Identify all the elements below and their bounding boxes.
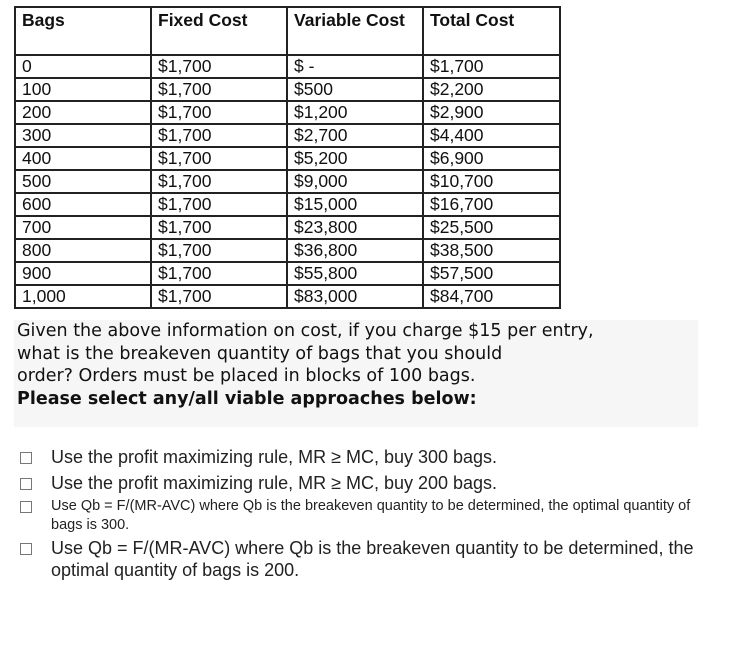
- cell-total-cost: $2,200: [423, 78, 560, 101]
- cell-variable-cost: $83,000: [287, 285, 423, 308]
- cell-fixed-cost: $1,700: [151, 55, 287, 78]
- option-label: Use Qb = F/(MR-AVC) where Qb is the breakeven quantity to be determined, the optimal quantity of bags is 200.: [51, 538, 694, 580]
- cell-fixed-cost: $1,700: [151, 193, 287, 216]
- table-row: [15, 147, 560, 170]
- table-row: [15, 216, 560, 239]
- checkbox[interactable]: [20, 543, 32, 555]
- cell-bags: 0: [15, 55, 151, 78]
- cell-total-cost: $16,700: [423, 193, 560, 216]
- header-total-cost: Total Cost: [423, 7, 560, 55]
- cell-bags: 1,000: [15, 285, 151, 308]
- table-row: [15, 101, 560, 124]
- cell-variable-cost: $2,700: [287, 124, 423, 147]
- option-3[interactable]: [18, 497, 718, 535]
- cell-fixed-cost: $1,700: [151, 239, 287, 262]
- cell-total-cost: $38,500: [423, 239, 560, 262]
- answer-options: [18, 446, 718, 581]
- option-label: Use the profit maximizing rule, MR ≥ MC, buy 300 bags.: [51, 447, 498, 467]
- option-label: Use the profit maximizing rule, MR ≥ MC, buy 200 bags.: [51, 473, 498, 493]
- table-row: [15, 285, 560, 308]
- cell-fixed-cost: $1,700: [151, 124, 287, 147]
- cell-variable-cost: $15,000: [287, 193, 423, 216]
- table-row: [15, 124, 560, 147]
- header-bags: Bags: [15, 7, 151, 55]
- cell-fixed-cost: $1,700: [151, 216, 287, 239]
- cell-fixed-cost: $1,700: [151, 147, 287, 170]
- table-row: [15, 262, 560, 285]
- cell-variable-cost: $55,800: [287, 262, 423, 285]
- question-instruction: Please select any/all viable approaches below:: [17, 388, 477, 409]
- question-line: order? Orders must be placed in blocks of 100 bags.: [17, 366, 476, 386]
- cell-total-cost: $25,500: [423, 216, 560, 239]
- cell-bags: 100: [15, 78, 151, 101]
- header-fixed-cost: Fixed Cost: [151, 7, 287, 55]
- table-header-row: [15, 7, 560, 55]
- table-row: [15, 239, 560, 262]
- cell-variable-cost: $ -: [287, 55, 423, 78]
- question-line: Given the above information on cost, if you charge $15 per entry,: [17, 321, 594, 341]
- question-block: [14, 320, 698, 427]
- header-variable-cost: Variable Cost: [287, 7, 423, 55]
- cell-variable-cost: $9,000: [287, 170, 423, 193]
- table-row: [15, 193, 560, 216]
- cell-fixed-cost: $1,700: [151, 285, 287, 308]
- cell-fixed-cost: $1,700: [151, 101, 287, 124]
- cell-total-cost: $10,700: [423, 170, 560, 193]
- cell-total-cost: $2,900: [423, 101, 560, 124]
- option-1[interactable]: [18, 446, 718, 468]
- cell-bags: 900: [15, 262, 151, 285]
- cell-bags: 600: [15, 193, 151, 216]
- cell-variable-cost: $5,200: [287, 147, 423, 170]
- table-row: [15, 55, 560, 78]
- option-2[interactable]: [18, 472, 718, 494]
- cell-bags: 500: [15, 170, 151, 193]
- cell-total-cost: $57,500: [423, 262, 560, 285]
- cell-variable-cost: $1,200: [287, 101, 423, 124]
- option-label: Use Qb = F/(MR-AVC) where Qb is the breakeven quantity to be determined, the optimal quantity of bags is 300.: [51, 498, 691, 533]
- cell-fixed-cost: $1,700: [151, 262, 287, 285]
- cost-table: [14, 6, 561, 309]
- cell-bags: 200: [15, 101, 151, 124]
- checkbox[interactable]: [20, 452, 32, 464]
- cell-variable-cost: $500: [287, 78, 423, 101]
- cell-fixed-cost: $1,700: [151, 170, 287, 193]
- cell-total-cost: $6,900: [423, 147, 560, 170]
- cell-bags: 300: [15, 124, 151, 147]
- cell-variable-cost: $23,800: [287, 216, 423, 239]
- cell-bags: 700: [15, 216, 151, 239]
- cell-bags: 400: [15, 147, 151, 170]
- checkbox[interactable]: [20, 501, 32, 513]
- table-body: [15, 55, 560, 308]
- table-row: [15, 170, 560, 193]
- question-line: what is the breakeven quantity of bags that you should: [17, 343, 503, 364]
- cell-variable-cost: $36,800: [287, 239, 423, 262]
- cell-total-cost: $1,700: [423, 55, 560, 78]
- table-row: [15, 78, 560, 101]
- cell-total-cost: $84,700: [423, 285, 560, 308]
- cell-fixed-cost: $1,700: [151, 78, 287, 101]
- option-4[interactable]: [18, 537, 718, 581]
- checkbox[interactable]: [20, 478, 32, 490]
- cell-bags: 800: [15, 239, 151, 262]
- cell-total-cost: $4,400: [423, 124, 560, 147]
